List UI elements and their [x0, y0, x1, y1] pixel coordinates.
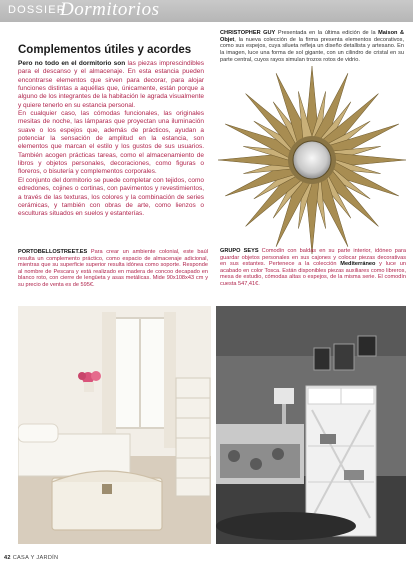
- caption-trunk-text: Para crear un ambiente colonial, este baúl resulta un complemento práctico, como espacio de almacenaje adicional, mientras que su superficie superior resulta idónea como soporte. Responde al nombre de Pescara y está realizado en madera de concoo decapado en blanco roto, con cierre de lengüeta y asas metálicas. Mide 90x108x43 cm y su precio de venta es de 595€.: [18, 249, 208, 288]
- caption-trunk: [18, 249, 208, 289]
- mirror-caption-text-b: , la nueva colección de la firma presenta elementos decorativos, como sus espejos, cuya silueta refleja un diseño detallista y artesano. En la imagen, luce una forma de sol gigante, con un cilindro de cristal en su parte central, cuyos rayos simulan trozos rotos de vidrio.: [220, 36, 404, 63]
- page-number: 42: [4, 555, 11, 561]
- magazine-name: CASA Y JARDÍN: [12, 555, 59, 561]
- caption-cabinet-text-a: Comodín con baldas en su parte interior, idóneo para guardar objetos personales en sus cajones y colocar piezas decorativas en sus estantes. Pertenece a la colección: [220, 248, 406, 268]
- sunburst-mirror-graphic: [214, 62, 410, 258]
- article-paragraph-1: [18, 60, 204, 110]
- photo-grey-room-cabinet: [216, 306, 406, 544]
- article-body: [18, 60, 204, 219]
- section-header-band: [0, 0, 413, 22]
- article-lead: Pero no todo en el dormitorio son: [18, 60, 126, 67]
- article-paragraph-2: En cualquier caso, las cómodas funcionales, las originales mesitas de noche, las lámparas que proyectan una iluminación suave o los espejos que, además de prácticos, ayudan a potenciar la sensación de amplitud en la estancia, son elementos que marcan el estilo y los gustos de sus usuarios. También acogen prácticas tareas, como el almacenamiento de libros y objetos personales, decoraciones, como figuras o floreros, o bisutería y complementos corporales.: [18, 110, 204, 176]
- caption-cabinet-brand: GRUPO SEYS: [220, 248, 259, 254]
- article-paragraph-1-text: las piezas imprescindibles para el descanso y el almacenaje. En esta estancia pueden encontrarse elementos que sirven para decorar, para alojar funciones distintas a aquéllas que, únicamente, están porque a alguno de los integrantes de la habitación le agrada visualmente y quiere tenerlo en su estancia personal.: [18, 60, 204, 109]
- caption-cabinet-collection: Mediterráneo: [340, 261, 376, 268]
- caption-trunk-brand: PORTOBELLOSTREET.ES: [18, 249, 88, 255]
- article-paragraph-3: El conjunto del dormitorio se puede completar con tejidos, como edredones, cojines o cortinas, con pavimentos y revestimientos, a través de las texturas, los colores y la combinación de series cerámicas, y también con obras de arte, como lienzos o esculturas situados en suelos y estanterías.: [18, 176, 204, 218]
- mirror-caption-text-a: Presentada en la última edición de la: [275, 30, 379, 36]
- caption-cabinet: [220, 248, 406, 288]
- page-footer: [4, 555, 58, 561]
- section-label: DOSSIER: [8, 4, 66, 16]
- mirror-brand: CHRISTOPHER GUY: [220, 30, 276, 36]
- mirror-caption: [220, 30, 404, 64]
- photo-white-bedroom-trunk: [18, 306, 211, 544]
- section-title: Dormitorios: [60, 0, 160, 20]
- sunburst-mirror-image: [214, 62, 410, 258]
- caption-cabinet-text-b: y luce un acabado en color Tosca. Están disponibles piezas auxiliares como libreros, mesa de estudio, cómodas altas o espejos, de la misma serie. El comodín cuesta 547,41€.: [220, 261, 406, 287]
- article-title: Complementos útiles y acordes: [18, 44, 192, 56]
- mirror-fair-name: Maison & Objet: [220, 30, 405, 43]
- mirror-glass: [293, 141, 331, 179]
